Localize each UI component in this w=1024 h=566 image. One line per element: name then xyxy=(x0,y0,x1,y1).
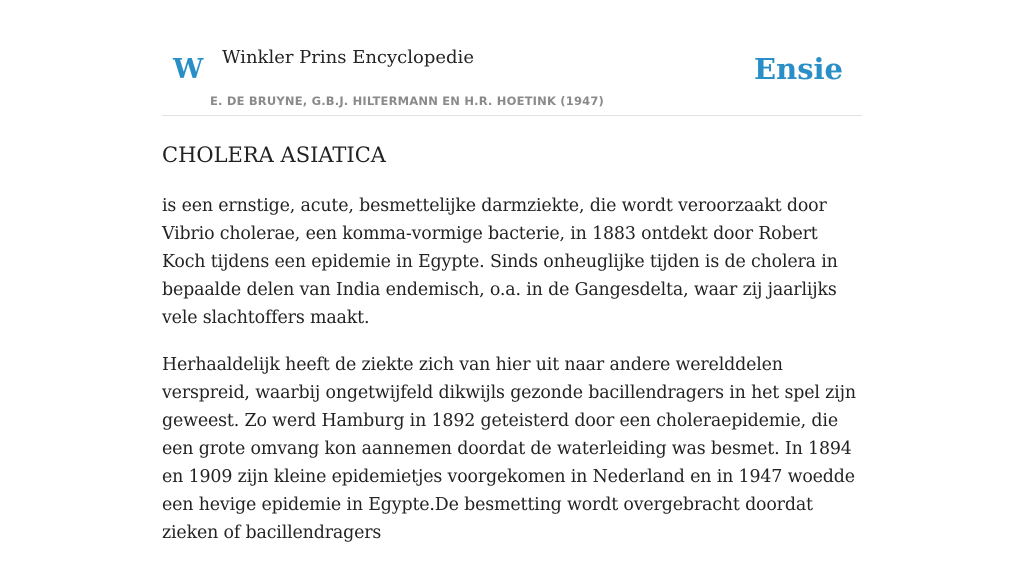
ensie-logo[interactable]: Ensie xyxy=(754,52,843,86)
source-title[interactable]: Winkler Prins Encyclopedie xyxy=(222,47,474,68)
winkler-prins-logo[interactable]: W xyxy=(173,54,204,85)
entry-paragraph-2: Herhaaldelijk heeft de ziekte zich van hier uit naar andere werelddelen verspreid, waarbij ongetwijfeld dikwijls gezonde bacillendragers in het spel zijn geweest. Zo werd Hamburg in 1892 geteisterd door een choleraepidemie, die een grote omvang kon aannemen doordat de waterleiding was besmet. In 1894 en 1909 zijn kleine epidemietjes voorgekomen in Nederland en in 1947 woedde een hevige epidemie in Egypte.De besmetting wordt overgebracht doordat zieken of bacillendragers xyxy=(162,355,856,543)
entry-paragraph-1: is een ernstige, acute, besmettelijke darmziekte, die wordt veroorzaakt door Vibrio cholerae, een komma-vormige bacterie, in 1883 ontdekt door Robert Koch tijdens een epidemie in Egypte. Sinds onheuglijke tijden is de cholera in bepaalde delen van India endemisch, o.a. in de Gangesdelta, waar zij jaarlijks vele slachtoffers maakt. xyxy=(162,196,838,328)
source-authors: E. DE BRUYNE, G.B.J. HILTERMANN EN H.R. HOETINK (1947) xyxy=(210,94,605,108)
entry-title: CHOLERA ASIATICA xyxy=(162,143,386,167)
entry-body xyxy=(162,192,862,566)
source-header xyxy=(162,40,862,116)
